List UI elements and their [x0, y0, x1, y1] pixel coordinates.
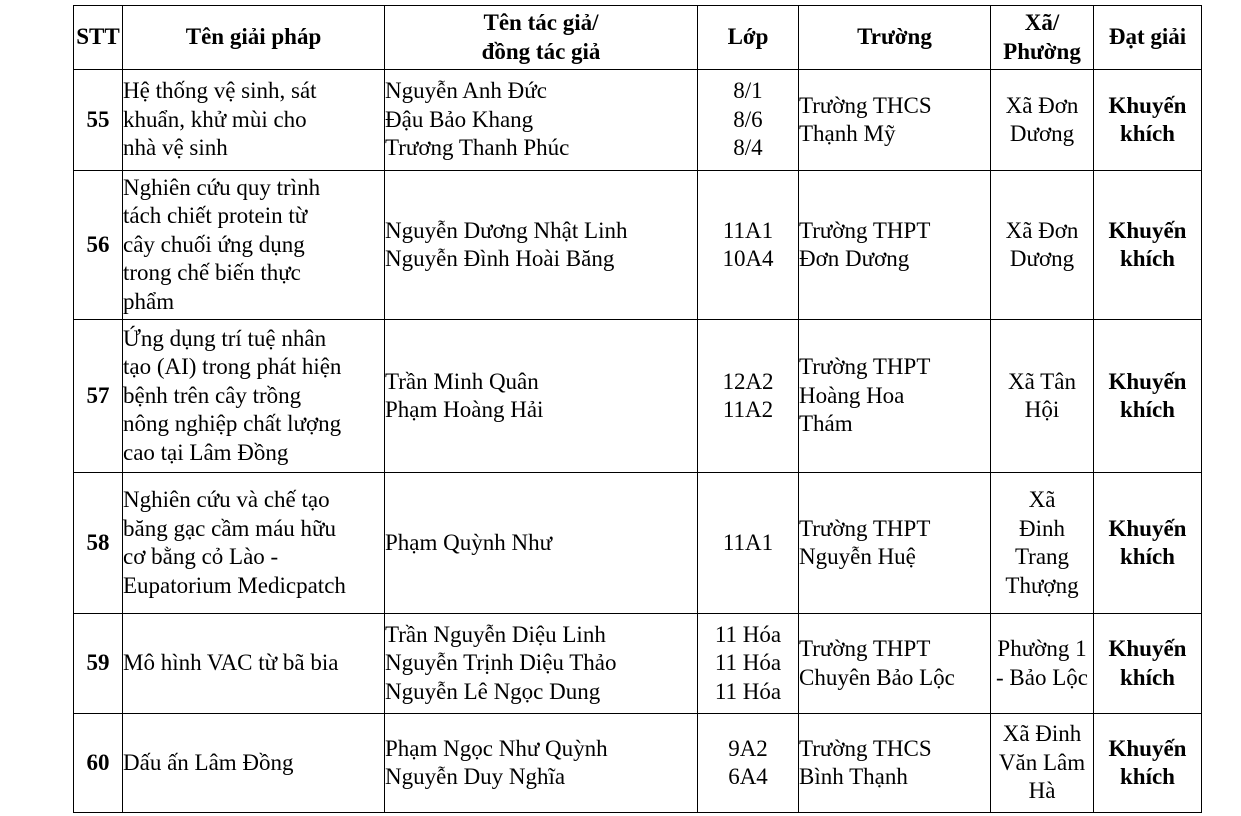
cell-stt: 55 — [74, 70, 123, 171]
cell-class-line: 8/4 — [733, 135, 763, 161]
header-authors-line2: đồng tác giả — [481, 38, 601, 64]
cell-school — [799, 70, 991, 171]
cell-class-line: 11 Hóa — [714, 650, 782, 676]
cell-award-line: Khuyến — [1108, 735, 1187, 761]
cell-solution — [123, 614, 385, 714]
cell-solution — [123, 473, 385, 614]
cell-class-line: 11 Hóa — [714, 621, 782, 647]
header-solution: Tên giải pháp — [123, 6, 385, 70]
cell-school-line: Đơn Dương — [799, 246, 910, 271]
cell-ward-line: Xã Đơn — [1005, 92, 1079, 118]
cell-school-line: Trường THPT — [799, 636, 931, 661]
cell-award — [1094, 614, 1202, 714]
cell-class — [698, 473, 799, 614]
cell-award — [1094, 714, 1202, 813]
cell-solution-line: bệnh trên cây trồng — [123, 382, 302, 408]
cell-solution-line: nông nghiệp chất lượng — [123, 411, 342, 437]
cell-stt: 59 — [74, 614, 123, 714]
cell-award-line: khích — [1120, 544, 1175, 569]
cell-class-line: 9A2 — [728, 735, 768, 761]
cell-school-line: Trường THPT — [799, 217, 931, 243]
cell-class-line: 11A2 — [722, 397, 774, 422]
cell-ward-line: Xã — [1028, 487, 1056, 512]
cell-award-line: Khuyến — [1108, 368, 1187, 394]
cell-school — [799, 473, 991, 614]
cell-solution-line: phẩm — [123, 288, 175, 314]
cell-school-line: Trường THPT — [799, 354, 931, 380]
cell-solution-line: Hệ thống vệ sinh, sát — [123, 78, 317, 104]
cell-school — [799, 171, 991, 320]
cell-school-line: Chuyên Bảo Lộc — [799, 664, 955, 690]
cell-award-line: khích — [1120, 121, 1175, 146]
cell-award-line: khích — [1120, 764, 1175, 789]
cell-ward-line: - Bảo Lộc — [996, 664, 1088, 690]
cell-ward — [991, 473, 1094, 614]
cell-solution-line: tách chiết protein từ — [123, 203, 308, 229]
cell-class — [698, 70, 799, 171]
cell-ward-line: Phường 1 — [997, 636, 1087, 661]
cell-class-line: 12A2 — [722, 368, 774, 394]
cell-school-line: Bình Thạnh — [799, 764, 908, 789]
cell-award-line: Khuyến — [1108, 636, 1187, 661]
cell-stt: 58 — [74, 473, 123, 614]
cell-solution-line: băng gạc cầm máu hữu — [123, 515, 336, 541]
cell-class-line: 6A4 — [728, 764, 768, 789]
cell-authors-line: Nguyễn Trịnh Diệu Thảo — [385, 650, 617, 676]
header-authors-line1: Tên tác giả/ — [483, 10, 599, 35]
cell-solution-line: Eupatorium Medicpatch — [123, 572, 346, 598]
table-row — [74, 714, 1202, 813]
cell-class-line: 10A4 — [722, 246, 774, 271]
cell-stt: 56 — [74, 171, 123, 320]
cell-class-line: 11A1 — [722, 217, 774, 243]
header-ward — [991, 6, 1094, 70]
cell-school — [799, 714, 991, 813]
header-school: Trường — [799, 6, 991, 70]
cell-solution — [123, 714, 385, 813]
cell-ward — [991, 614, 1094, 714]
cell-ward-line: Dương — [1009, 121, 1075, 146]
cell-solution-line: Dấu ấn Lâm Đồng — [123, 749, 294, 775]
cell-authors — [385, 70, 698, 171]
cell-class — [698, 714, 799, 813]
cell-award — [1094, 171, 1202, 320]
header-ward-line1: Xã/ — [1024, 10, 1060, 35]
cell-class — [698, 614, 799, 714]
cell-authors-line: Trương Thanh Phúc — [385, 135, 570, 161]
cell-solution-line: nhà vệ sinh — [123, 135, 228, 161]
table-body — [74, 70, 1202, 813]
cell-authors-line: Nguyễn Anh Đức — [385, 78, 547, 104]
cell-class-line: 11A1 — [722, 529, 774, 555]
table-row — [74, 320, 1202, 473]
cell-ward-line: Trang — [1014, 544, 1070, 569]
cell-authors-line: Trần Minh Quân — [385, 368, 539, 394]
cell-solution-line: cây chuối ứng dụng — [123, 231, 305, 257]
header-ward-line2: Phường — [1003, 38, 1081, 64]
cell-school-line: Thám — [799, 411, 853, 437]
cell-authors-line: Phạm Ngọc Như Quỳnh — [385, 735, 608, 761]
cell-ward-line: Hà — [1028, 778, 1056, 804]
cell-authors-line: Nguyễn Đình Hoài Băng — [385, 246, 615, 271]
cell-ward — [991, 320, 1094, 473]
cell-ward-line: Hội — [1024, 397, 1060, 422]
cell-school-line: Nguyễn Huệ — [799, 544, 916, 569]
cell-ward — [991, 171, 1094, 320]
cell-award-line: khích — [1120, 397, 1175, 422]
cell-class-line: 8/6 — [733, 106, 763, 132]
cell-solution-line: trong chế biến thực — [123, 260, 301, 286]
cell-solution-line: khuẩn, khử mùi cho — [123, 106, 307, 132]
cell-authors — [385, 614, 698, 714]
cell-solution — [123, 320, 385, 473]
cell-ward-line: Thượng — [1005, 572, 1079, 598]
cell-school — [799, 320, 991, 473]
cell-school-line: Trường THPT — [799, 515, 931, 541]
cell-solution-line: Nghiên cứu và chế tạo — [123, 487, 330, 512]
cell-award-line: Khuyến — [1108, 92, 1187, 118]
cell-solution — [123, 70, 385, 171]
cell-school-line: Hoàng Hoa — [799, 382, 905, 408]
cell-ward — [991, 70, 1094, 171]
cell-school — [799, 614, 991, 714]
cell-authors-line: Nguyễn Dương Nhật Linh — [385, 217, 628, 243]
cell-solution-line: Mô hình VAC từ bã bia — [123, 650, 339, 676]
cell-stt: 57 — [74, 320, 123, 473]
cell-solution-line: cao tại Lâm Đồng — [123, 439, 289, 465]
cell-authors — [385, 320, 698, 473]
cell-award-line: khích — [1120, 246, 1175, 271]
cell-ward-line: Xã Đinh — [1002, 721, 1082, 747]
cell-class-line: 11 Hóa — [714, 678, 782, 704]
header-row — [74, 6, 1202, 70]
cell-authors-line: Trần Nguyễn Diệu Linh — [385, 621, 606, 647]
header-stt: STT — [74, 6, 123, 70]
cell-ward-line: Văn Lâm — [998, 749, 1086, 775]
header-award: Đạt giải — [1094, 6, 1202, 70]
cell-award-line: Khuyến — [1108, 217, 1187, 243]
cell-ward-line: Xã Tân — [1008, 368, 1076, 394]
cell-ward-line: Đinh — [1019, 515, 1065, 541]
cell-award-line: Khuyến — [1108, 515, 1187, 541]
cell-award-line: khích — [1120, 664, 1175, 690]
cell-authors-line: Nguyễn Lê Ngọc Dung — [385, 678, 601, 704]
cell-authors-line: Phạm Quỳnh Như — [385, 529, 553, 555]
cell-solution-line: tạo (AI) trong phát hiện — [123, 354, 342, 380]
cell-ward-line: Dương — [1009, 246, 1075, 271]
cell-solution-line: cơ bằng cỏ Lào - — [123, 544, 279, 569]
cell-school-line: Trường THCS — [799, 92, 932, 118]
cell-solution-line: Nghiên cứu quy trình — [123, 174, 321, 200]
table-row — [74, 70, 1202, 171]
cell-solution-line: Ứng dụng trí tuệ nhân — [123, 325, 327, 351]
cell-award — [1094, 70, 1202, 171]
cell-school-line: Trường THCS — [799, 735, 932, 761]
cell-ward-line: Xã Đơn — [1005, 217, 1079, 243]
cell-authors — [385, 473, 698, 614]
cell-authors-line: Nguyễn Duy Nghĩa — [385, 764, 566, 789]
cell-solution — [123, 171, 385, 320]
awards-table — [73, 5, 1202, 813]
table-row — [74, 473, 1202, 614]
cell-stt: 60 — [74, 714, 123, 813]
cell-award — [1094, 473, 1202, 614]
cell-class — [698, 171, 799, 320]
cell-award — [1094, 320, 1202, 473]
cell-authors — [385, 171, 698, 320]
cell-school-line: Thạnh Mỹ — [799, 121, 896, 146]
header-class: Lớp — [698, 6, 799, 70]
header-authors — [385, 6, 698, 70]
table-row — [74, 171, 1202, 320]
cell-authors — [385, 714, 698, 813]
cell-class — [698, 320, 799, 473]
table-row — [74, 614, 1202, 714]
cell-authors-line: Phạm Hoàng Hải — [385, 397, 544, 422]
cell-class-line: 8/1 — [733, 78, 763, 104]
cell-authors-line: Đậu Bảo Khang — [385, 106, 534, 132]
cell-ward — [991, 714, 1094, 813]
